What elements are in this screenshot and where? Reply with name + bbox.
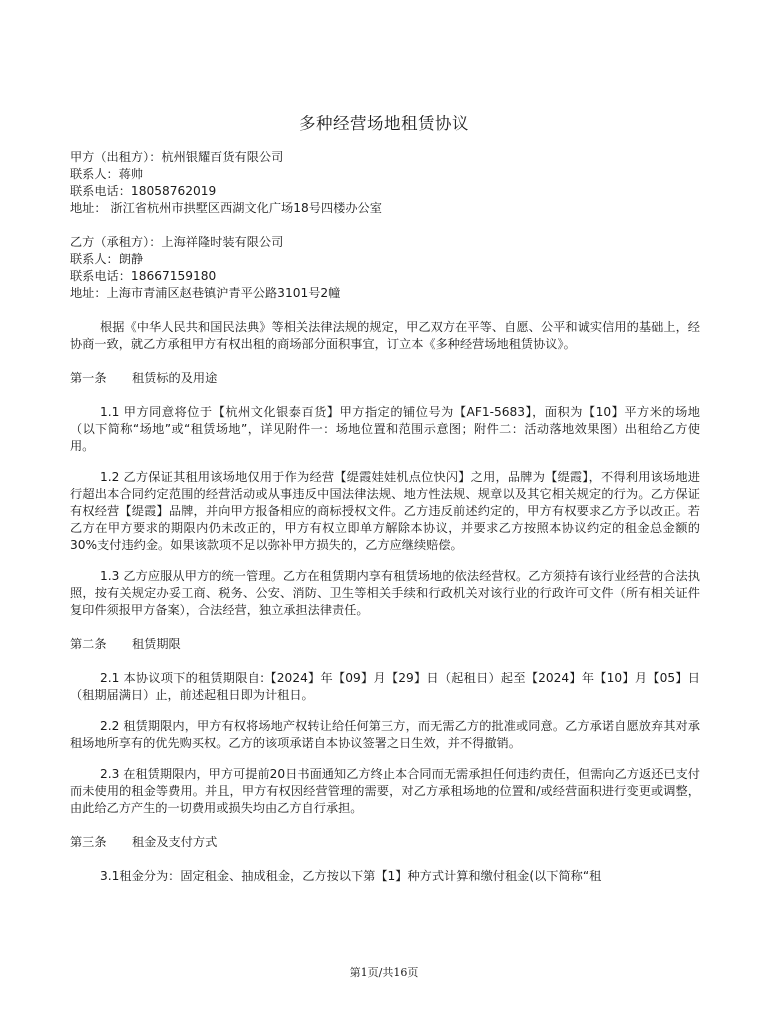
clause-1-2: 1.2 乙方保证其租用该场地仅用于作为经营【缇霞娃娃机点位快闪】之用，品牌为【缇霞】，不得利用该场地进行超出本合同约定范围的经营活动或从事违反中国法律法规、地方性法规、规章以及其它相关规定的行为。乙方保证有权经营【缇霞】品牌，并向甲方报备相应的商标授权文件。乙方违反前述约定的，甲方有权要求乙方予以改正。若乙方在甲方要求的期限内仍未改正的，甲方有权立即单方解除本协议，并要求乙方按照本协议约定的租金总金额的30%支付违约金。如果该款项不足以弥补甲方损失的，乙方应继续赔偿。 bbox=[70, 470, 700, 552]
article-3-title: 租金及支付方式 bbox=[132, 835, 218, 849]
spacer bbox=[70, 851, 700, 868]
article-2-number: 第二条 bbox=[70, 637, 107, 651]
article-2-title: 租赁期限 bbox=[132, 637, 181, 651]
party-b-phone: 联系电话：18667159180 bbox=[70, 269, 217, 283]
spacer bbox=[70, 217, 700, 234]
party-a-name: 甲方（出租方）：杭州银耀百货有限公司 bbox=[70, 150, 284, 164]
party-a-address: 地址： 浙江省杭州市拱墅区西湖文化广场18号四楼办公室 bbox=[70, 201, 382, 215]
party-a-phone: 联系电话：18058762019 bbox=[70, 184, 217, 198]
party-b-name: 乙方（承租方）：上海祥隆时装有限公司 bbox=[70, 235, 284, 249]
party-a-block bbox=[70, 149, 700, 217]
clause-1-3: 1.3 乙方应服从甲方的统一管理。乙方在租赁期内享有租赁场地的依法经营权。乙方须持有该行业经营的合法执照，按有关规定办妥工商、税务、公安、消防、卫生等相关手续和行政机关对该行业的行政许可文件（所有相关证件复印件须报甲方备案），合法经营，独立承担法律责任。 bbox=[70, 569, 700, 617]
page-footer: 第1页/共16页 bbox=[349, 966, 419, 979]
clause-2-2: 2.2 租赁期限内，甲方有权将场地产权转让给任何第三方，而无需乙方的批准或同意。乙方承诺自愿放弃其对承租场地所享有的优先购买权。乙方的该项承诺自本协议签署之日生效，并不得撤销。 bbox=[70, 719, 700, 750]
article-3-number: 第三条 bbox=[70, 835, 107, 849]
spacer bbox=[70, 619, 700, 636]
spacer bbox=[70, 302, 700, 319]
spacer bbox=[70, 704, 700, 718]
article-3-heading bbox=[70, 834, 700, 851]
article-1-title: 租赁标的及用途 bbox=[132, 371, 218, 385]
party-b-address: 地址：上海市青浦区赵巷镇沪青平公路3101号2幢 bbox=[70, 286, 341, 300]
article-1-heading bbox=[70, 370, 700, 387]
preamble-paragraph: 根据《中华人民共和国民法典》等相关法律法规的规定，甲乙双方在平等、自愿、公平和诚实信用的基础上，经协商一致，就乙方承租甲方有权出租的商场部分面积事宜，订立本《多种经营场地租赁协议》。 bbox=[70, 320, 700, 351]
document-title: 多种经营场地租赁协议 bbox=[299, 114, 469, 133]
clause-2-1: 2.1 本协议项下的租赁期限自:【2024】年【09】月【29】日（起租日）起至【2024】年【10】月【05】日（租期届满日）止，前述起租日即为计租日。 bbox=[70, 671, 700, 702]
spacer bbox=[70, 752, 700, 766]
spacer bbox=[70, 353, 700, 370]
clause-1-1: 1.1 甲方同意将位于【杭州文化银泰百货】甲方指定的铺位号为【AF1-5683】，面积为【10】平方米的场地（以下简称“场地”或“租赁场地”，详见附件一：场地位置和范围示意图；附件二：活动落地效果图）出租给乙方使用。 bbox=[70, 405, 700, 453]
party-b-contact: 联系人：朗静 bbox=[70, 252, 144, 266]
clause-3-1: 3.1租金分为：固定租金、抽成租金，乙方按以下第【1】种方式计算和缴付租金(以下简称“租 bbox=[100, 869, 602, 883]
article-2-heading bbox=[70, 636, 700, 653]
spacer bbox=[70, 387, 700, 404]
spacer bbox=[70, 554, 700, 568]
clause-2-3: 2.3 在租赁期限内，甲方可提前20日书面通知乙方终止本合同而无需承担任何违约责任，但需向乙方返还已支付而未使用的租金等费用。并且，甲方有权因经营管理的需要，对乙方承租场地的位置和/或经营面积进行变更或调整，由此给乙方产生的一切费用或损失均由乙方自行承担。 bbox=[70, 767, 700, 815]
spacer bbox=[70, 817, 700, 834]
party-a-contact: 联系人：蒋帅 bbox=[70, 167, 144, 181]
article-1-number: 第一条 bbox=[70, 371, 107, 385]
spacer bbox=[70, 455, 700, 469]
document-body bbox=[70, 149, 700, 885]
party-b-block bbox=[70, 234, 700, 302]
spacer bbox=[70, 653, 700, 670]
